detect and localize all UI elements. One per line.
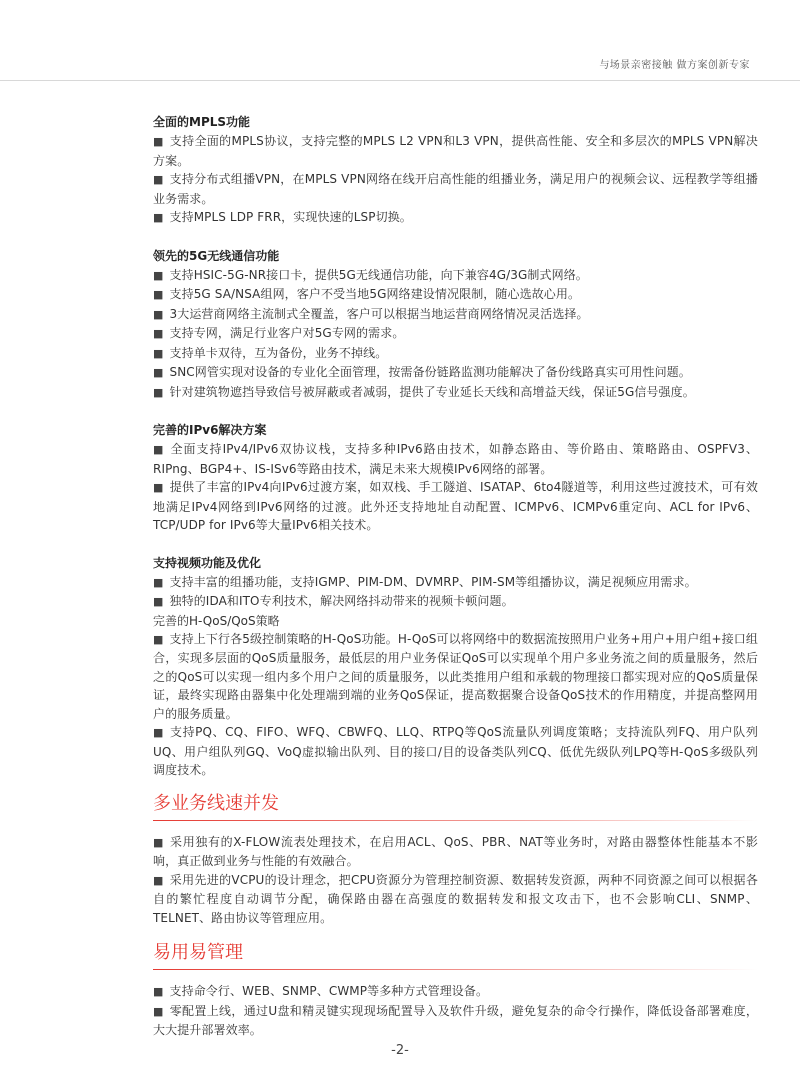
bullet-square-icon: ■ xyxy=(153,632,164,646)
main-content xyxy=(153,114,758,1040)
page-header-tagline: 与场景亲密接触 做方案创新专家 xyxy=(599,60,750,71)
bullet-square-icon: ■ xyxy=(153,835,165,849)
bullet-square-icon: ■ xyxy=(153,595,164,608)
bullet-item: ■ 全面支持IPv4/IPv6双协议栈，支持多种IPv6路由技术，如静态路由、等价路由、策略路由、OSPFV3、RIPng、BGP4+、IS-ISv6等路由技术，满足未来大规模IPv6网络的部署。 xyxy=(153,442,758,476)
bullet-square-icon: ■ xyxy=(153,135,164,148)
bullet-square-icon: ■ xyxy=(153,327,164,340)
page-number: -2- xyxy=(391,1043,409,1058)
bullet-square-icon: ■ xyxy=(153,443,165,456)
bullet-square-icon: ■ xyxy=(153,268,164,282)
bullet-item: ■ 3大运营商网络主流制式全覆盖，客户可以根据当地运营商网络情况灵活选择。 xyxy=(153,306,589,321)
section-title: 领先的5G无线通信功能 xyxy=(153,248,280,263)
bullet-item: ■ 支持5G SA/NSA组网，客户不受当地5G网络建设情况限制，随心选故心用。 xyxy=(153,287,581,301)
bullet-square-icon: ■ xyxy=(153,873,164,887)
section-5g xyxy=(153,248,758,403)
bullet-item: ■ 支持单卡双待，互为备份，业务不掉线。 xyxy=(153,345,388,360)
bullet-square-icon: ■ xyxy=(153,307,164,321)
major-section-multiservice xyxy=(153,792,758,928)
section-mpls xyxy=(153,114,758,228)
section-ipv6 xyxy=(153,422,758,535)
bullet-square-icon: ■ xyxy=(153,288,164,301)
bullet-item: ■ 支持HSIC-5G-NR接口卡，提供5G无线通信功能，向下兼容4G/3G制式网络。 xyxy=(153,267,588,282)
bullet-item: ■ 支持全面的MPLS协议，支持完整的MPLS L2 VPN和L3 VPN，提供高性能、安全和多层次的MPLS VPN解决方案。 xyxy=(153,134,758,168)
bullet-square-icon: ■ xyxy=(153,366,164,379)
major-section-management xyxy=(153,941,758,1040)
major-section-title: 多业务线速并发 xyxy=(153,792,279,814)
bullet-item: ■ 零配置上线，通过U盘和精灵键实现现场配置导入及软件升级，避免复杂的命令行操作，降低设备部署难度，大大提升部署效率。 xyxy=(153,1003,759,1037)
bullet-square-icon: ■ xyxy=(153,726,164,739)
bullet-item: ■ 采用独有的X-FLOW流表处理技术，在启用ACL、QoS、PBR、NAT等业务时，对路由器整体性能基本不影响，真正做到业务与性能的有效融合。 xyxy=(153,834,758,868)
bullet-square-icon: ■ xyxy=(153,211,164,224)
section-title: 支持视频功能及优化 xyxy=(153,555,262,570)
bullet-item: ■ 支持分布式组播VPN，在MPLS VPN网络在线开启高性能的组播业务，满足用户的视频会议、远程教学等组播业务需求。 xyxy=(153,172,758,206)
bullet-square-icon: ■ xyxy=(153,985,164,998)
bullet-item: ■ 支持专网，满足行业客户对5G专网的需求。 xyxy=(153,326,405,340)
section-title: 完善的IPv6解决方案 xyxy=(153,423,267,437)
bullet-square-icon: ■ xyxy=(153,1004,164,1018)
bullet-item: ■ 支持丰富的组播功能，支持IGMP、PIM-DM、DVMRP、PIM-SM等组播协议，满足视频应用需求。 xyxy=(153,574,697,589)
section-title: 全面的MPLS功能 xyxy=(153,115,251,129)
bullet-square-icon: ■ xyxy=(153,173,164,186)
bullet-item: ■ 针对建筑物遮挡导致信号被屏蔽或者减弱，提供了专业延长天线和高增益天线，保证5G信号强度。 xyxy=(153,384,695,399)
bullet-item: ■ 采用先进的VCPU的设计理念，把CPU资源分为管理控制资源、数据转发资源，两种不同资源之间可以根据各自的繁忙程度自动调节分配，确保路由器在高强度的数据转发和报文攻击下，也不会影响CLI、SNMP、TELNET、路由协议等管理应用。 xyxy=(153,872,758,925)
subheading-hqos: 完善的H-QoS/QoS策略 xyxy=(153,613,280,628)
bullet-square-icon: ■ xyxy=(153,346,164,360)
bullet-item: ■ SNC网管实现对设备的专业化全面管理，按需备份链路监测功能解决了备份线路真实可用性问题。 xyxy=(153,365,691,379)
bullet-item: ■ 独特的IDA和ITO专利技术，解决网络抖动带来的视频卡顿问题。 xyxy=(153,594,514,608)
bullet-square-icon: ■ xyxy=(153,385,164,399)
bullet-item: ■ 提供了丰富的IPv4向IPv6过渡方案，如双栈、手工隧道、ISATAP、6to4隧道等，利用这些过渡技术，可有效地满足IPv4网络到IPv6网络的过渡。此外还支持地址自动配置、ICMPv6、ICMPv6重定向、ACL for IPv6、TCP/UDP for IPv6等大量IPv6相关技术。 xyxy=(153,480,758,532)
bullet-item: ■ 支持命令行、WEB、SNMP、CWMP等多种方式管理设备。 xyxy=(153,984,489,998)
bullet-item: ■ 支持MPLS LDP FRR，实现快速的LSP切换。 xyxy=(153,210,412,224)
major-section-title: 易用易管理 xyxy=(153,942,243,963)
bullet-square-icon: ■ xyxy=(153,575,164,589)
major-section-rule xyxy=(153,820,758,821)
header-divider xyxy=(0,80,800,81)
bullet-square-icon: ■ xyxy=(153,481,164,494)
major-section-rule xyxy=(153,969,758,970)
bullet-item: ■ 支持PQ、CQ、FIFO、WFQ、CBWFQ、LLQ、RTPQ等QoS流量队列调度策略；支持流队列FQ、用户队列UQ、用户组队列GQ、VoQ虚拟输出队列、目的接口/目的设备类队列CQ、低优先级队列LPQ等H-QoS多级队列调度技术。 xyxy=(153,725,758,777)
bullet-item: ■ 支持上下行各5级控制策略的H-QoS功能。H-QoS可以将网络中的数据流按照用户业务+用户+用户组+接口组合，实现多层面的QoS质量服务，最低层的用户业务保证QoS可以实现单个用户多业务流之间的质量服务，然后之的QoS可以实现一组内多个用户之间的质量服务，以此类推用户组和承载的物理接口都实现对应的QoS质量保证，最终实现路由器集中化处理端到端的业务QoS保证，提高数据聚合设备QoS技术的作用精度，并提高整网用户的服务质量。 xyxy=(153,631,758,721)
section-video xyxy=(153,555,758,780)
